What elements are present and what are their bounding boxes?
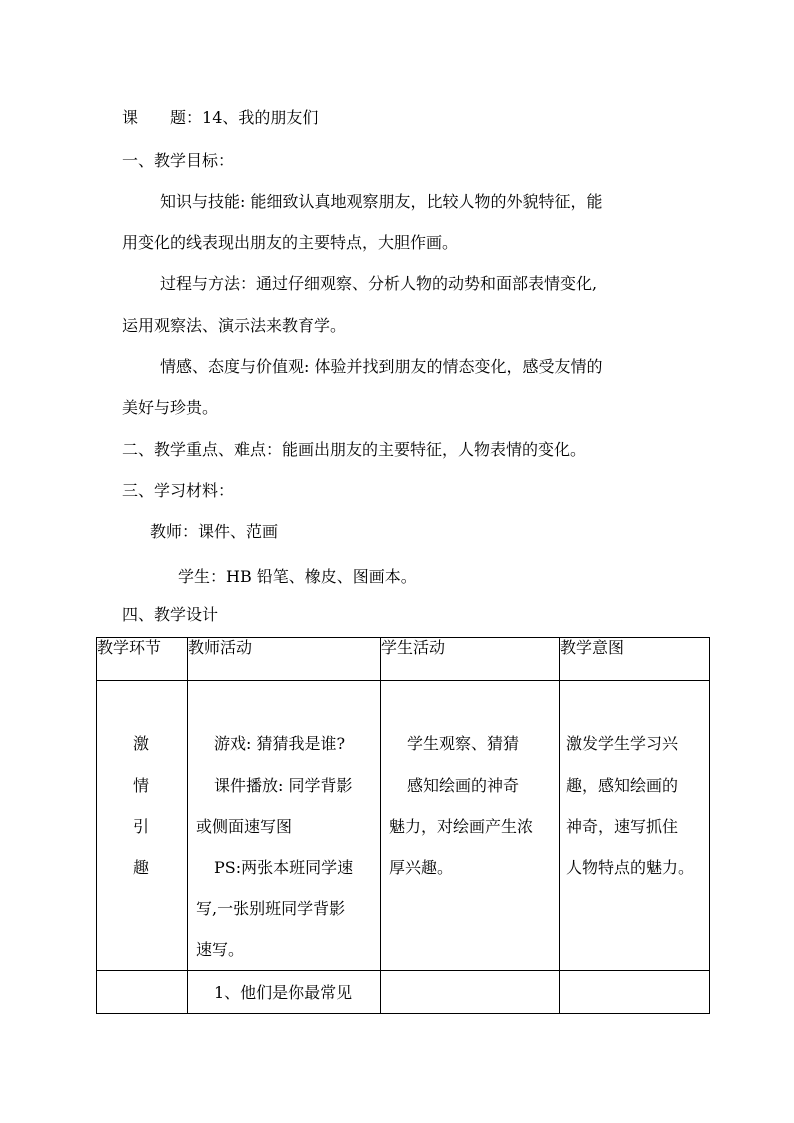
teacher-line: PS:两张本班同学速 xyxy=(214,858,354,877)
intent-cell xyxy=(560,971,710,1014)
stage-cell xyxy=(97,681,188,971)
student-line: 感知绘画的神奇 xyxy=(407,776,520,795)
knowledge-line-1: 知识与技能: 能细致认真地观察朋友，比较人物的外貌特征，能 xyxy=(160,192,603,211)
stage-cell xyxy=(97,971,188,1014)
process-line-2: 运用观察法、演示法来教育学。 xyxy=(122,316,347,335)
stage-char: 趣 xyxy=(133,858,150,877)
student-line: 魅力，对绘画产生浓 xyxy=(389,817,534,836)
intent-line: 人物特点的魅力。 xyxy=(566,858,695,877)
student-activity-cell xyxy=(381,971,560,1014)
intent-line: 趣，感知绘画的 xyxy=(566,776,679,795)
header-stage: 教学环节 xyxy=(97,638,188,681)
emotion-line-2: 美好与珍贵。 xyxy=(122,398,219,417)
header-teacher: 教师活动 xyxy=(188,638,381,681)
materials-heading: 三、学习材料： xyxy=(122,481,235,500)
student-line: 学生观察、猜猜 xyxy=(407,734,520,753)
objectives-heading: 一、教学目标： xyxy=(122,151,235,170)
lesson-title-label: 课 题： xyxy=(122,108,203,127)
stage-char: 激 xyxy=(133,734,150,753)
process-line-1: 过程与方法：通过仔细观察、分析人物的动势和面部表情变化, xyxy=(160,274,598,293)
intent-line: 激发学生学习兴 xyxy=(566,734,679,753)
stage-char: 引 xyxy=(133,817,150,836)
table-row xyxy=(97,681,710,971)
teacher-line: 游戏: 猜猜我是谁? xyxy=(214,734,346,753)
student-activity-cell xyxy=(381,681,560,971)
lesson-title-value: 14、我的朋友们 xyxy=(202,108,319,127)
student-materials: 学生：HB 铅笔、橡皮、图画本。 xyxy=(178,567,417,586)
table-row xyxy=(97,971,710,1014)
lesson-title xyxy=(122,108,318,128)
teacher-line: 或侧面速写图 xyxy=(196,817,293,836)
intent-cell xyxy=(560,681,710,971)
student-line: 厚兴趣。 xyxy=(389,858,454,877)
teacher-line: 写,一张别班同学背影 xyxy=(196,899,346,918)
design-heading: 四、教学设计 xyxy=(122,605,219,624)
emotion-line-1: 情感、态度与价值观: 体验并找到朋友的情态变化，感受友情的 xyxy=(160,357,603,376)
key-points: 二、教学重点、难点：能画出朋友的主要特征，人物表情的变化。 xyxy=(122,440,587,459)
teacher-activity-cell xyxy=(188,971,381,1014)
teacher-materials: 教师：课件、范画 xyxy=(150,522,279,541)
stage-char: 情 xyxy=(133,776,150,795)
teaching-design-table xyxy=(96,637,710,1014)
table-header-row xyxy=(97,638,710,681)
teacher-line: 速写。 xyxy=(196,940,245,959)
teacher-line: 1、他们是你最常见 xyxy=(214,983,353,1002)
header-intent: 教学意图 xyxy=(560,638,710,681)
intent-line: 神奇，速写抓住 xyxy=(566,817,679,836)
teacher-activity-cell xyxy=(188,681,381,971)
header-student: 学生活动 xyxy=(381,638,560,681)
teacher-line: 课件播放: 同学背影 xyxy=(214,776,353,795)
knowledge-line-2: 用变化的线表现出朋友的主要特点，大胆作画。 xyxy=(122,233,459,252)
